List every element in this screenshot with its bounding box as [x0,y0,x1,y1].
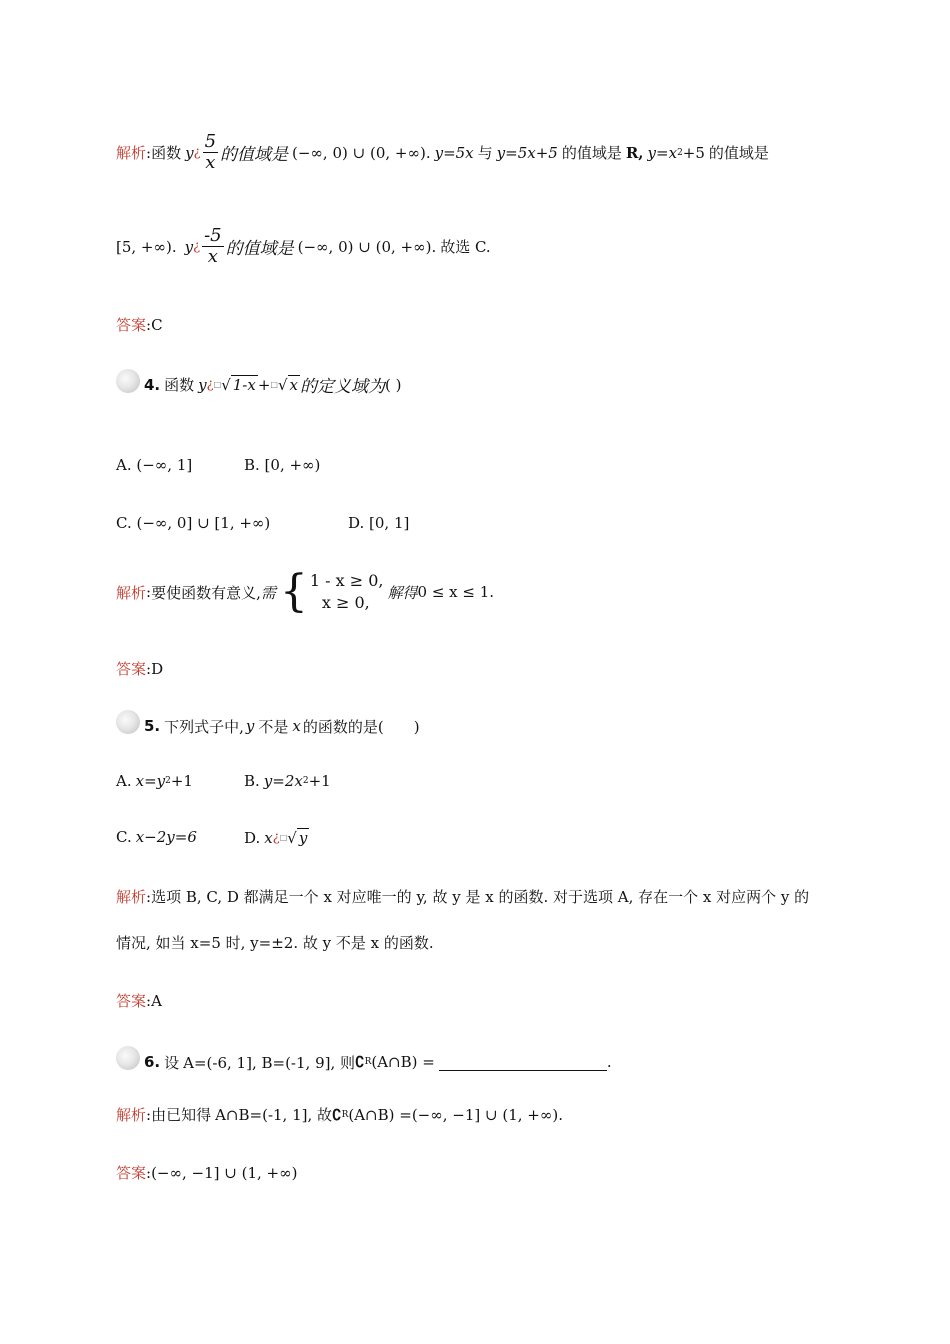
analysis-line-2: [5, +∞). y ¿ $\frac{-5}{x}$ 的值域是 (−∞, 0) ∪ (0, +∞). 故选 C. [116,225,491,267]
analysis-label: 解析 [116,1106,147,1124]
question-marker-icon [116,1046,140,1070]
question-4-stem: 4. 函数 y ¿ □ √ 1-x + □ √ x 的定义域为 ( ) [116,372,401,397]
answer-line: 答案 : (−∞, −1] ∪ (1, +∞) [116,1163,298,1182]
question-marker-icon [116,369,140,393]
question-5-option-d: D. x ¿ □ √ y [244,828,308,847]
question-4-option-d: D. [0, 1] [348,514,410,532]
question-number: 5. [144,717,161,735]
analysis-label: 解析 [116,888,147,906]
answer-line: 答案 : C [116,315,163,334]
question-6-analysis: 解析 : 由已知得 A∩B=(-1, 1], 故 ∁ R (A∩B) =(−∞, −1] ∪ (1, +∞). [116,1105,563,1124]
radical-icon: √ [287,828,297,847]
question-number: 6. [144,1053,161,1071]
question-5-option-a: A. x=y 2 +1 [116,772,193,790]
question-5-option-b: B. y=2x 2 +1 [244,772,331,790]
complement-symbol: ∁ [332,1105,342,1124]
question-marker-icon [116,710,140,734]
question-5-stem: 5. 下列式子中, y 不是 x 的函数的是( ) [116,714,420,738]
radical-icon: √ [277,375,288,394]
analysis-label: 解析 [116,144,147,162]
answer-label: 答案 [116,660,147,678]
answer-label: 答案 [116,316,147,334]
complement-symbol: ∁ [355,1053,365,1071]
question-6-stem: 6. 设 A=(-6, 1], B=(-1, 9], 则 ∁ R (A∩B) = . [116,1050,612,1074]
analysis-label: 解析 [116,583,147,602]
question-4-option-c: C. (−∞, 0] ∪ [1, +∞) [116,514,271,532]
question-5-analysis-line-1: 解析 : 选项 B, C, D 都满足一个 x 对应唯一的 y, 故 y 是 x 的函数. 对于选项 A, 存在一个 x 对应两个 y 的 [116,887,810,906]
answer-line: 答案 : D [116,659,164,678]
answer-blank[interactable] [439,1054,607,1071]
equation-system: { 1 - x ≥ 0, x ≥ 0, [279,566,384,617]
question-4-analysis: 解析 : 要使函数有意义, 需 { 1 - x ≥ 0, x ≥ 0, 解得 0 ≤ x ≤ 1. [116,566,495,617]
question-4-option-a: A. (−∞, 1] [116,456,193,474]
question-5-option-c: C. x−2y=6 [116,828,197,846]
fraction: $\frac{-5}{x}$ [204,225,222,267]
radical-icon: √ [221,375,231,394]
question-number: 4. [144,375,161,394]
analysis-line-1: 解析 : 函数 y ¿ $\frac{5}{x}$ 的值域是 (−∞, 0) ∪ (0, +∞). y=5x 与 y=5x+5 的值域是 R, y=x 2 +5 的值域是 [116,131,769,173]
answer-label: 答案 [116,1164,147,1182]
fraction: $\frac{5}{x}$ [204,131,217,173]
answer-label: 答案 [116,992,147,1010]
question-4-option-b: B. [0, +∞) [244,456,321,474]
answer-line: 答案 : A [116,991,162,1010]
question-5-analysis-line-2: 情况, 如当 x=5 时, y=±2. 故 y 不是 x 的函数. [116,934,434,952]
